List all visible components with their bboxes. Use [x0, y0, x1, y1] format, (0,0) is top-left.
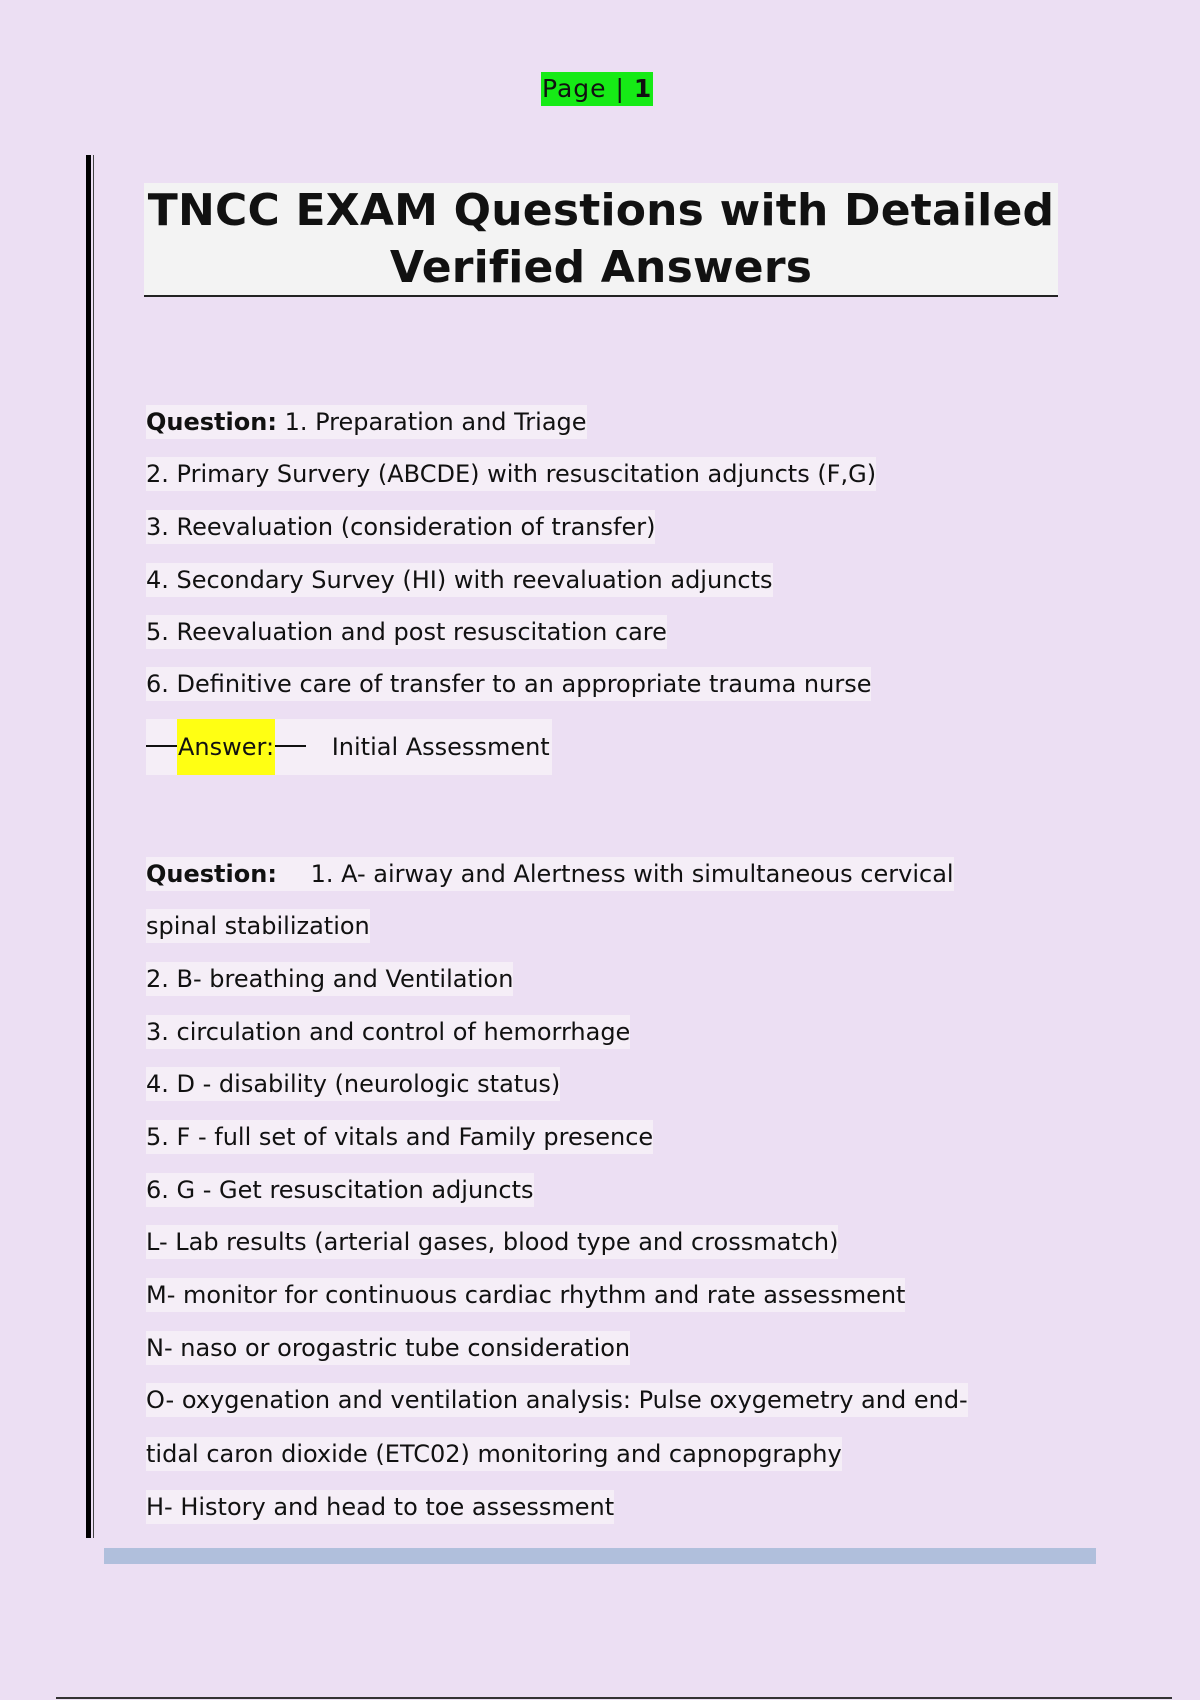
list-item: 2. B- breathing and Ventilation: [146, 962, 513, 996]
list-item: tidal caron dioxide (ETC02) monitoring and capnopgraphy: [146, 1437, 842, 1471]
title-line-1: TNCC EXAM Questions with Detailed: [147, 185, 1055, 236]
question-1-heading: [146, 405, 587, 439]
list-item: 6. Definitive care of transfer to an appropriate trauma nurse: [146, 667, 871, 701]
answer-label: Answer:: [177, 719, 275, 775]
list-item: M- monitor for continuous cardiac rhythm and rate assessment: [146, 1278, 905, 1312]
question-2-heading: [146, 857, 954, 891]
list-item: 4. Secondary Survey (HI) with reevaluation adjuncts: [146, 563, 773, 597]
document-title: [148, 182, 1054, 296]
dash-divider: [275, 745, 306, 747]
list-item: 2. Primary Survery (ABCDE) with resuscitation adjuncts (F,G): [146, 457, 876, 491]
list-item: N- naso or orogastric tube consideration: [146, 1331, 630, 1365]
page-number-label: [541, 72, 653, 106]
question-text: 1. A- airway and Alertness with simultaneous cervical: [310, 860, 954, 888]
left-border-rule: [86, 155, 91, 1538]
list-item: 3. circulation and control of hemorrhage: [146, 1015, 630, 1049]
answer-row: [146, 719, 552, 775]
question-label: Question:: [146, 860, 277, 888]
list-item: 3. Reevaluation (consideration of transfer): [146, 510, 655, 544]
list-item: 5. Reevaluation and post resuscitation care: [146, 615, 667, 649]
question-text: 1. Preparation and Triage: [284, 408, 587, 436]
list-item: H- History and head to toe assessment: [146, 1490, 614, 1524]
list-item: L- Lab results (arterial gases, blood type and crossmatch): [146, 1225, 838, 1259]
list-item: 6. G - Get resuscitation adjuncts: [146, 1173, 534, 1207]
bottom-divider-bar: [104, 1548, 1096, 1564]
page-number: 1: [633, 74, 653, 103]
question-label: Question:: [146, 408, 277, 436]
title-line-2: Verified Answers: [389, 242, 813, 293]
footer-rule: [56, 1697, 1172, 1699]
dash-divider: [146, 745, 177, 747]
title-box: [144, 183, 1058, 297]
list-item: O- oxygenation and ventilation analysis: Pulse oxygemetry and end-: [146, 1383, 968, 1417]
list-item: spinal stabilization: [146, 909, 370, 943]
list-item: 4. D - disability (neurologic status): [146, 1067, 560, 1101]
answer-text: Initial Assessment: [331, 733, 550, 761]
page-label: Page |: [542, 74, 625, 103]
list-item: 5. F - full set of vitals and Family presence: [146, 1120, 653, 1154]
